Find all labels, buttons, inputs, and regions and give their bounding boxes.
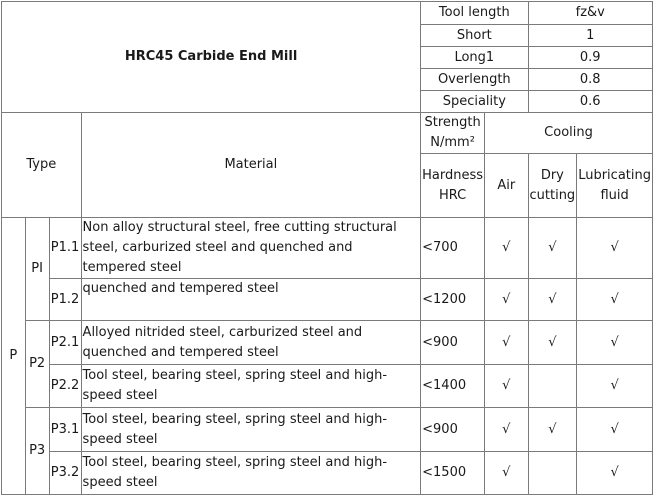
material-code: P3.1	[49, 408, 81, 452]
tool-length-factor: 1	[528, 25, 653, 47]
air-check: √	[485, 365, 528, 408]
strength-limit: <700	[421, 218, 485, 279]
air-check: √	[485, 408, 528, 452]
dry-check	[528, 452, 577, 495]
fluid-check: √	[577, 365, 653, 408]
table-row	[2, 365, 653, 408]
fz-v-label: fz&v	[528, 2, 653, 25]
table-row	[2, 408, 653, 452]
material-code: P1.2	[49, 279, 81, 321]
tool-length-name: Long1	[421, 47, 528, 69]
tool-length-name: Short	[421, 25, 528, 47]
material-description: Tool steel, bearing steel, spring steel and high-speed steel	[81, 408, 421, 452]
dry-check: √	[528, 279, 577, 321]
material-code: P2.1	[49, 321, 81, 365]
tool-length-name: Overlength	[421, 69, 528, 91]
dry-check: √	[528, 218, 577, 279]
tool-length-factor: 0.9	[528, 47, 653, 69]
subgroup-label: P3	[25, 408, 49, 495]
cutting-parameters-table	[1, 1, 653, 495]
table-row	[2, 452, 653, 495]
table-title: HRC45 Carbide End Mill	[2, 2, 421, 113]
subgroup-label: PI	[25, 218, 49, 321]
fluid-check: √	[577, 408, 653, 452]
strength-limit: <1500	[421, 452, 485, 495]
air-check: √	[485, 218, 528, 279]
air-check: √	[485, 321, 528, 365]
strength-limit: <1400	[421, 365, 485, 408]
lubricating-fluid-header: Lubricating fluid	[577, 154, 653, 218]
dry-check: √	[528, 321, 577, 365]
material-group-p: P	[2, 218, 26, 495]
table-row	[2, 279, 653, 321]
material-code: P2.2	[49, 365, 81, 408]
material-description: Tool steel, bearing steel, spring steel and high-speed steel	[81, 365, 421, 408]
strength-limit: <900	[421, 408, 485, 452]
tool-length-name: Speciality	[421, 91, 528, 113]
material-description: Alloyed nitrided steel, carburized steel and quenched and tempered steel	[81, 321, 421, 365]
material-header: Material	[81, 113, 421, 218]
air-check: √	[485, 452, 528, 495]
fluid-check: √	[577, 218, 653, 279]
table-row	[2, 218, 653, 279]
material-description: Non alloy structural steel, free cutting structural steel, carburized steel and quenched and tempered steel	[81, 218, 421, 279]
tool-length-header-row	[2, 2, 653, 25]
dry-cutting-header: Dry cutting	[528, 154, 577, 218]
air-header: Air	[485, 154, 528, 218]
strength-header: Strength N/mm²	[421, 113, 485, 154]
subgroup-label: P2	[25, 321, 49, 408]
header-row	[2, 113, 653, 154]
table-row	[2, 321, 653, 365]
material-code: P3.2	[49, 452, 81, 495]
dry-check: √	[528, 408, 577, 452]
dry-check	[528, 365, 577, 408]
tool-length-factor: 0.8	[528, 69, 653, 91]
type-header: Type	[2, 113, 82, 218]
tool-length-factor: 0.6	[528, 91, 653, 113]
fluid-check: √	[577, 452, 653, 495]
material-description: Tool steel, bearing steel, spring steel and high-speed steel	[81, 452, 421, 495]
fluid-check: √	[577, 279, 653, 321]
strength-limit: <900	[421, 321, 485, 365]
air-check: √	[485, 279, 528, 321]
tool-length-label: Tool length	[421, 2, 528, 25]
fluid-check: √	[577, 321, 653, 365]
material-description: quenched and tempered steel	[81, 279, 421, 321]
strength-limit: <1200	[421, 279, 485, 321]
cooling-header: Cooling	[485, 113, 653, 154]
material-code: P1.1	[49, 218, 81, 279]
hardness-header: Hardness HRC	[421, 154, 485, 218]
